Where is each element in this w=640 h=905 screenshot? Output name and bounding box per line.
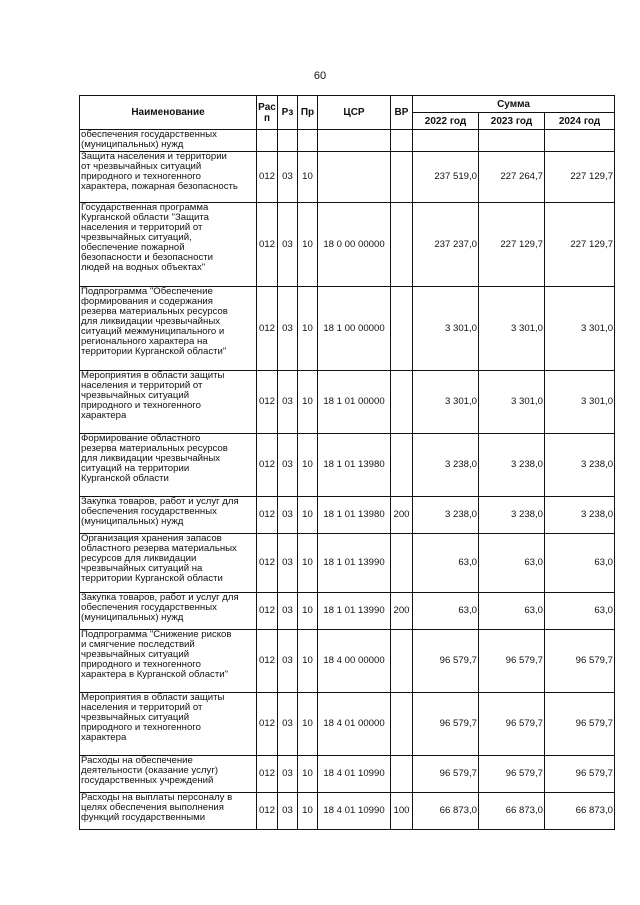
cell-sum-2023: 96 579,7 xyxy=(479,756,545,793)
cell-sum-2022: 96 579,7 xyxy=(413,693,479,756)
cell-pr: 10 xyxy=(298,497,318,534)
cell-sum-2024: 66 873,0 xyxy=(545,793,615,830)
cell-rasp: 012 xyxy=(257,497,278,534)
cell-rz: 03 xyxy=(278,497,298,534)
table-row xyxy=(80,287,615,371)
header-pr: Пр xyxy=(298,96,318,130)
table-row xyxy=(80,630,615,693)
cell-csr xyxy=(318,130,391,152)
cell-rasp xyxy=(257,130,278,152)
cell-sum-2024: 227 129,7 xyxy=(545,152,615,203)
cell-sum-2024: 96 579,7 xyxy=(545,756,615,793)
cell-rz: 03 xyxy=(278,287,298,371)
cell-rz: 03 xyxy=(278,756,298,793)
cell-rz: 03 xyxy=(278,534,298,593)
cell-vr: 200 xyxy=(391,593,413,630)
cell-sum-2022: 3 301,0 xyxy=(413,287,479,371)
cell-sum-2024: 3 238,0 xyxy=(545,497,615,534)
cell-rasp: 012 xyxy=(257,287,278,371)
cell-vr xyxy=(391,534,413,593)
cell-rz: 03 xyxy=(278,793,298,830)
cell-vr xyxy=(391,756,413,793)
cell-csr: 18 1 01 00000 xyxy=(318,371,391,434)
table-row xyxy=(80,497,615,534)
cell-rz: 03 xyxy=(278,152,298,203)
cell-pr: 10 xyxy=(298,756,318,793)
cell-sum-2022: 63,0 xyxy=(413,593,479,630)
cell-sum-2022: 66 873,0 xyxy=(413,793,479,830)
cell-rz: 03 xyxy=(278,203,298,287)
cell-sum-2022: 237 519,0 xyxy=(413,152,479,203)
cell-sum-2022: 96 579,7 xyxy=(413,756,479,793)
cell-sum-2022: 63,0 xyxy=(413,534,479,593)
cell-csr: 18 4 01 10990 xyxy=(318,756,391,793)
table-row xyxy=(80,693,615,756)
cell-pr: 10 xyxy=(298,793,318,830)
cell-sum-2023: 63,0 xyxy=(479,593,545,630)
cell-sum-2023 xyxy=(479,130,545,152)
cell-csr: 18 4 00 00000 xyxy=(318,630,391,693)
cell-csr xyxy=(318,152,391,203)
cell-name: Закупка товаров, работ и услуг для обеспечения государственных (муниципальных) нужд xyxy=(80,593,257,630)
table-row xyxy=(80,203,615,287)
cell-vr xyxy=(391,693,413,756)
cell-sum-2022: 3 301,0 xyxy=(413,371,479,434)
header-rasp-line1: Рас xyxy=(258,101,276,113)
cell-rz: 03 xyxy=(278,593,298,630)
cell-vr xyxy=(391,130,413,152)
cell-vr: 200 xyxy=(391,497,413,534)
cell-sum-2022: 3 238,0 xyxy=(413,434,479,497)
cell-name: Расходы на обеспечение деятельности (оказание услуг) государственных учреждений xyxy=(80,756,257,793)
cell-pr: 10 xyxy=(298,534,318,593)
cell-rasp: 012 xyxy=(257,534,278,593)
cell-name: обеспечения государственных (муниципальных) нужд xyxy=(80,130,257,152)
header-rasp-line2: п xyxy=(263,112,271,124)
table-row xyxy=(80,593,615,630)
cell-rasp: 012 xyxy=(257,593,278,630)
cell-pr: 10 xyxy=(298,593,318,630)
cell-sum-2022: 3 238,0 xyxy=(413,497,479,534)
cell-sum-2023: 227 129,7 xyxy=(479,203,545,287)
cell-sum-2023: 96 579,7 xyxy=(479,693,545,756)
cell-csr: 18 1 01 13980 xyxy=(318,434,391,497)
cell-rasp: 012 xyxy=(257,152,278,203)
cell-name: Защита населения и территории от чрезвычайных ситуаций природного и техногенного характера, пожарная безопасность xyxy=(80,152,257,203)
table-row xyxy=(80,793,615,830)
cell-pr: 10 xyxy=(298,434,318,497)
cell-csr: 18 4 01 10990 xyxy=(318,793,391,830)
cell-name: Закупка товаров, работ и услуг для обеспечения государственных (муниципальных) нужд xyxy=(80,497,257,534)
table-row xyxy=(80,371,615,434)
cell-csr: 18 1 00 00000 xyxy=(318,287,391,371)
cell-rasp: 012 xyxy=(257,203,278,287)
cell-vr: 100 xyxy=(391,793,413,830)
cell-vr xyxy=(391,287,413,371)
cell-sum-2023: 96 579,7 xyxy=(479,630,545,693)
cell-pr: 10 xyxy=(298,152,318,203)
cell-name: Формирование областного резерва материальных ресурсов для ликвидации чрезвычайных ситуаций на территории Курганской области xyxy=(80,434,257,497)
table-row xyxy=(80,130,615,152)
cell-vr xyxy=(391,203,413,287)
cell-csr: 18 1 01 13980 xyxy=(318,497,391,534)
cell-sum-2024: 3 301,0 xyxy=(545,371,615,434)
cell-csr: 18 4 01 00000 xyxy=(318,693,391,756)
cell-pr xyxy=(298,130,318,152)
cell-csr: 18 1 01 13990 xyxy=(318,534,391,593)
cell-rasp: 012 xyxy=(257,434,278,497)
cell-sum-2023: 227 264,7 xyxy=(479,152,545,203)
table-row xyxy=(80,756,615,793)
cell-rz: 03 xyxy=(278,371,298,434)
cell-name: Расходы на выплаты персоналу в целях обеспечения выполнения функций государственными xyxy=(80,793,257,830)
cell-vr xyxy=(391,630,413,693)
cell-sum-2023: 3 301,0 xyxy=(479,371,545,434)
cell-vr xyxy=(391,371,413,434)
cell-sum-2024: 63,0 xyxy=(545,534,615,593)
table-row xyxy=(80,152,615,203)
cell-rz: 03 xyxy=(278,434,298,497)
header-sum: Сумма xyxy=(413,96,615,113)
cell-sum-2022: 237 237,0 xyxy=(413,203,479,287)
cell-rasp: 012 xyxy=(257,793,278,830)
cell-rasp: 012 xyxy=(257,693,278,756)
page-number: 60 xyxy=(313,70,327,82)
header-rz: Рз xyxy=(278,96,298,130)
header-rasp xyxy=(257,96,278,130)
cell-sum-2024: 63,0 xyxy=(545,593,615,630)
header-year-2022: 2022 год xyxy=(413,113,479,130)
cell-rasp: 012 xyxy=(257,756,278,793)
cell-sum-2023: 66 873,0 xyxy=(479,793,545,830)
header-vr: ВР xyxy=(391,96,413,130)
table-row xyxy=(80,434,615,497)
budget-table xyxy=(79,95,615,830)
header-name: Наименование xyxy=(80,96,257,130)
cell-rz: 03 xyxy=(278,630,298,693)
cell-sum-2022 xyxy=(413,130,479,152)
cell-sum-2024: 227 129,7 xyxy=(545,203,615,287)
cell-pr: 10 xyxy=(298,371,318,434)
cell-sum-2024: 96 579,7 xyxy=(545,693,615,756)
cell-csr: 18 1 01 13990 xyxy=(318,593,391,630)
header-csr: ЦСР xyxy=(318,96,391,130)
cell-sum-2024: 3 301,0 xyxy=(545,287,615,371)
cell-sum-2023: 3 238,0 xyxy=(479,434,545,497)
cell-rasp: 012 xyxy=(257,371,278,434)
cell-sum-2023: 3 238,0 xyxy=(479,497,545,534)
cell-sum-2024: 3 238,0 xyxy=(545,434,615,497)
cell-sum-2023: 3 301,0 xyxy=(479,287,545,371)
cell-name: Мероприятия в области защиты населения и территорий от чрезвычайных ситуаций природного и техногенного характера xyxy=(80,693,257,756)
cell-pr: 10 xyxy=(298,287,318,371)
cell-name: Подпрограмма "Снижение рисков и смягчение последствий чрезвычайных ситуаций природного и техногенного характера в Курганской области" xyxy=(80,630,257,693)
cell-pr: 10 xyxy=(298,693,318,756)
cell-sum-2024: 96 579,7 xyxy=(545,630,615,693)
cell-name: Подпрограмма "Обеспечение формирования и содержания резерва материальных ресурсов для ликвидации чрезвычайных ситуаций межмуниципального и регионального характера на территории Курганской области" xyxy=(80,287,257,371)
cell-pr: 10 xyxy=(298,630,318,693)
cell-name: Государственная программа Курганской области "Защита населения и территорий от чрезвычайных ситуаций, обеспечение пожарной безопасности и безопасности людей на водных объектах" xyxy=(80,203,257,287)
cell-rz xyxy=(278,130,298,152)
cell-sum-2022: 96 579,7 xyxy=(413,630,479,693)
cell-vr xyxy=(391,434,413,497)
header-year-2023: 2023 год xyxy=(479,113,545,130)
table-row xyxy=(80,534,615,593)
table-body xyxy=(80,130,615,830)
cell-rasp: 012 xyxy=(257,630,278,693)
cell-name: Организация хранения запасов областного резерва материальных ресурсов для ликвидации чрезвычайных ситуаций на территории Курганской области xyxy=(80,534,257,593)
header-year-2024: 2024 год xyxy=(545,113,615,130)
cell-csr: 18 0 00 00000 xyxy=(318,203,391,287)
cell-sum-2023: 63,0 xyxy=(479,534,545,593)
cell-vr xyxy=(391,152,413,203)
cell-name: Мероприятия в области защиты населения и территорий от чрезвычайных ситуаций природного и техногенного характера xyxy=(80,371,257,434)
cell-rz: 03 xyxy=(278,693,298,756)
cell-sum-2024 xyxy=(545,130,615,152)
cell-pr: 10 xyxy=(298,203,318,287)
